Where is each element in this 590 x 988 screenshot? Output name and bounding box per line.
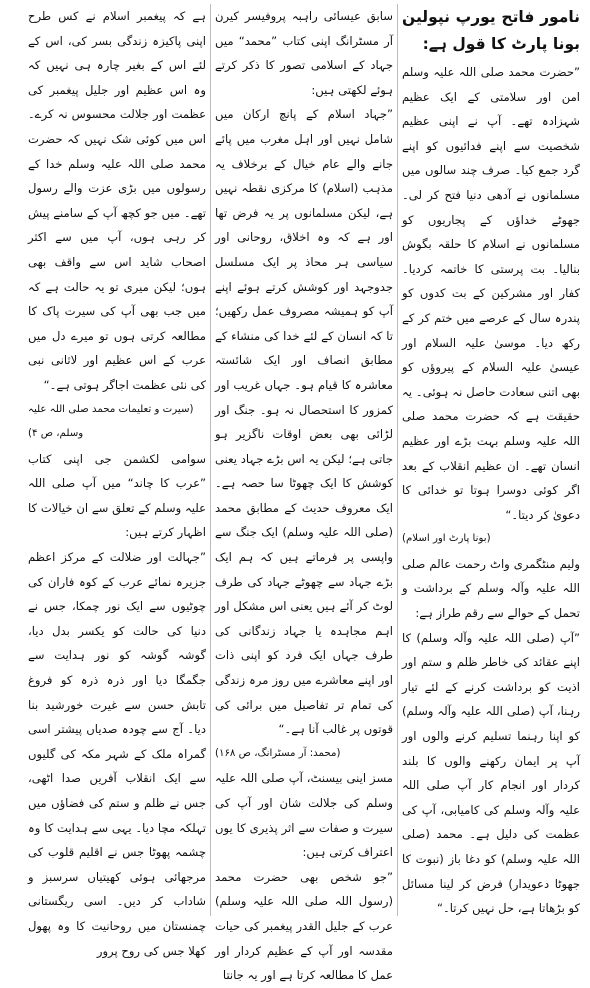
napoleon-quote: ”حضرت محمد صلی اللہ علیہ وسلم امن اور سلامتی کے ایک عظیم شہزادہ تھے۔ آپ نے اپنی عظیم شخصیت سے اپنے فدائیوں کو اپنے گرد جمع کیا۔ صرف چند سالوں میں مسلمانوں نے آدھی دنیا فتح کر لی۔ جھوٹے خداؤں کے پجاریوں کو مسلمانوں نے اسلام کا حلقہ بگوش بنالیا۔ بت پرستی کا خاتمہ کردیا۔ کفار اور مشرکین کے بت کدوں کو پندرہ سال کے عرصے میں ختم کر کے رکھ دیا۔ موسیٰ علیہ السلام اور عیسیٰ علیہ السلام کے پیروؤں کو بھی اتنی سعادت حاصل نہ ہوئی۔ یہ حقیقت ہے کہ حضرت محمد صلی اللہ علیہ وسلم بہت بڑے اور عظیم انسان تھے۔ ان عظیم انقلاب کے بعد اگر کوئی دوسرا ہوتا تو خدائی کا دعویٰ کر دیتا۔“: [402, 65, 580, 522]
armstrong-quote-source: (محمد: آر مسٹرانگ، ص ۱۶۸): [215, 747, 341, 759]
armstrong-quote: ”جہاد اسلام کے پانچ ارکان میں شامل نہیں اور اہل مغرب میں پائے جانے والے عام خیال کے برخلاف یہ مذہب (اسلام) کا مرکزی نقطہ نہیں ہے، لیکن مسلمانوں پر یہ فرض تھا اور ہے کہ وہ اخلاق، روحانی اور سیاسی ہر محاذ پر ایک مسلسل جدوجہد اور کوشش کرتے ہوئے اپنے آپ کو ہمیشہ مصروف عمل رکھیں؛ تا کہ انسان کے لئے خدا کی منشاء کے مطابق انصاف اور ایک شائستہ معاشرہ کا قیام ہو۔ جہاں غریب اور کمزور کا استحصال نہ ہو۔ جنگ اور لڑائی بھی بعض اوقات ناگزیر ہو جاتی ہے؛ لیکن یہ اس بڑے جہاد یعنی کوشش کا ایک چھوٹا سا حصہ ہے۔ ایک معروف حدیث کے مطابق محمد (صلی اللہ علیہ وسلم) ایک جنگ سے واپسی پر فرماتے ہیں کہ ہم ایک بڑے جہاد سے چھوٹے جہاد کی طرف لوٹ کر آئے ہیں یعنی اس مشکل اور اہم مجاہدہ یا جہاد زندگانی کی طرف جہاں ایک فرد کو اپنی ذات اور اپنے معاشرے میں روز مرہ زندگی کی تمام تر تفاصیل میں برائی کی قوتوں پر غالب آنا ہے۔“: [215, 107, 393, 737]
watt-intro: ولیم منٹگمری واٹ رحمت عالم صلی اللہ علیہ وآلہ وسلم کے برداشت و تحمل کے حوالے سے رقم طراز ہے:: [402, 556, 580, 621]
besant-quote-start: ”جو شخص بھی حضرت محمد (رسول اللہ صلی اللہ علیہ وسلم) عرب کے جلیل القدر پیغمبر کی حیات مقدسہ اور آپ کے عظیم کردار اور عمل کا مطالعہ کرتا ہے اور یہ جانتا: [215, 869, 393, 983]
armstrong-intro: سابق عیسائی راہبہ پروفیسر کیرن آر مسٹرانگ اپنی کتاب ”محمد“ میں جہاد کے اسلامی تصور کا ذکر کرتے ہوئے لکھتی ہیں:: [215, 9, 393, 97]
column-right-heading: نامور فاتح یورپ نپولین بونا پارٹ کا قول ہے:: [402, 8, 580, 53]
column-right: [398, 4, 584, 916]
lakshman-intro: سوامی لکشمن جی اپنی کتاب ”عرب کا چاند“ میں آپ صلی اللہ علیہ وسلم کے تعلق سے ان خیالات کا اظہار کرتے ہیں:: [28, 451, 206, 540]
column-left: [24, 4, 210, 958]
napoleon-quote-source: (بونا پارٹ اور اسلام): [402, 533, 491, 545]
besant-intro: مسز اینی بیسنٹ، آپ صلی اللہ علیہ وسلم کی جلالت شان اور آپ کی سیرت و صفات سے اثر پذیری کا یوں اعتراف کرتی ہیں:: [215, 771, 393, 860]
watt-quote: ”آپ (صلی اللہ علیہ وآلہ وسلم) کا اپنے عقائد کی خاطر ظلم و ستم اور اذیت کو برداشت کرنے کے لئے تیار رہنا، آپ (صلی اللہ علیہ وآلہ وسلم) کو اپنا رہنما تسلیم کرنے والوں اور آپ پر ایمان رکھنے والوں کا بلند کردار اور انجام کار آپ صلی اللہ علیہ وآلہ وسلم کی کامیابی، آپ کی عظمت کی دلیل ہے۔ محمد (صلی اللہ علیہ وسلم) کو دغا باز (نبوت کا جھوٹا دعویدار) فرض کر لینا مسائل کو بڑھاتا ہے، حل نہیں کرتا۔“: [402, 630, 580, 916]
besant-quote-continued: ہے کہ پیغمبر اسلام نے کس طرح اپنی پاکیزہ زندگی بسر کی، اس کے لئے اس کے بغیر چارہ ہی نہیں کہ وہ اس عظیم اور جلیل پیغمبر کی عظمت اور جلالت محسوس نہ کرے۔ اس میں کوئی شک نہیں کہ حضرت محمد صلی اللہ علیہ وسلم خدا کے رسولوں میں بڑی عزت والے رسول تھے۔ میں جو کچھ آپ کے سامنے پیش کر رہی ہوں، آپ میں سے اکثر اصحاب شاید اس سے واقف بھی ہوں؛ لیکن میری تو یہ حالت ہے کہ میں جب بھی آپ کی سیرت پاک کا مطالعہ کرتی ہوں تو میرے دل میں عرب کے اس عظیم اور لاثانی نبی کی نئی عظمت اجاگر ہوتی ہے۔“: [28, 9, 206, 392]
besant-quote-source: (سیرت و تعلیمات محمد صلی اللہ علیہ وسلم، ص ۴): [28, 403, 194, 440]
lakshman-quote: ”جہالت اور ضلالت کے مرکز اعظم جزیرہ نمائے عرب کے کوہ فاران کی چوٹیوں سے ایک نور چمکا، جس نے دنیا کی حالت کو یکسر بدل دیا، گوشہ گوشہ کو نور ہدایت سے جگمگا دیا اور ذرہ ذرہ کو فروغ تابش حسن سے غیرت خورشید بنا دیا۔ آج سے چودہ صدیاں پیشتر اسی گمراہ ملک کے شہر مکہ کی گلیوں سے ایک انقلاب آفریں صدا اٹھی، جس نے ظلم و ستم کی فضاؤں میں تہلکہ مچا دیا۔ یہی سے ہدایت کا وہ چشمہ پھوٹا جس نے اقلیم قلوب کی مرجھائی ہوئی کھیتیاں سرسبز و شاداب کر دیں۔ اسی ریگستانی چمنستان میں روحانیت کا وہ پھول کھلا جس کی روح پرور: [28, 550, 206, 958]
column-middle: [211, 4, 397, 983]
